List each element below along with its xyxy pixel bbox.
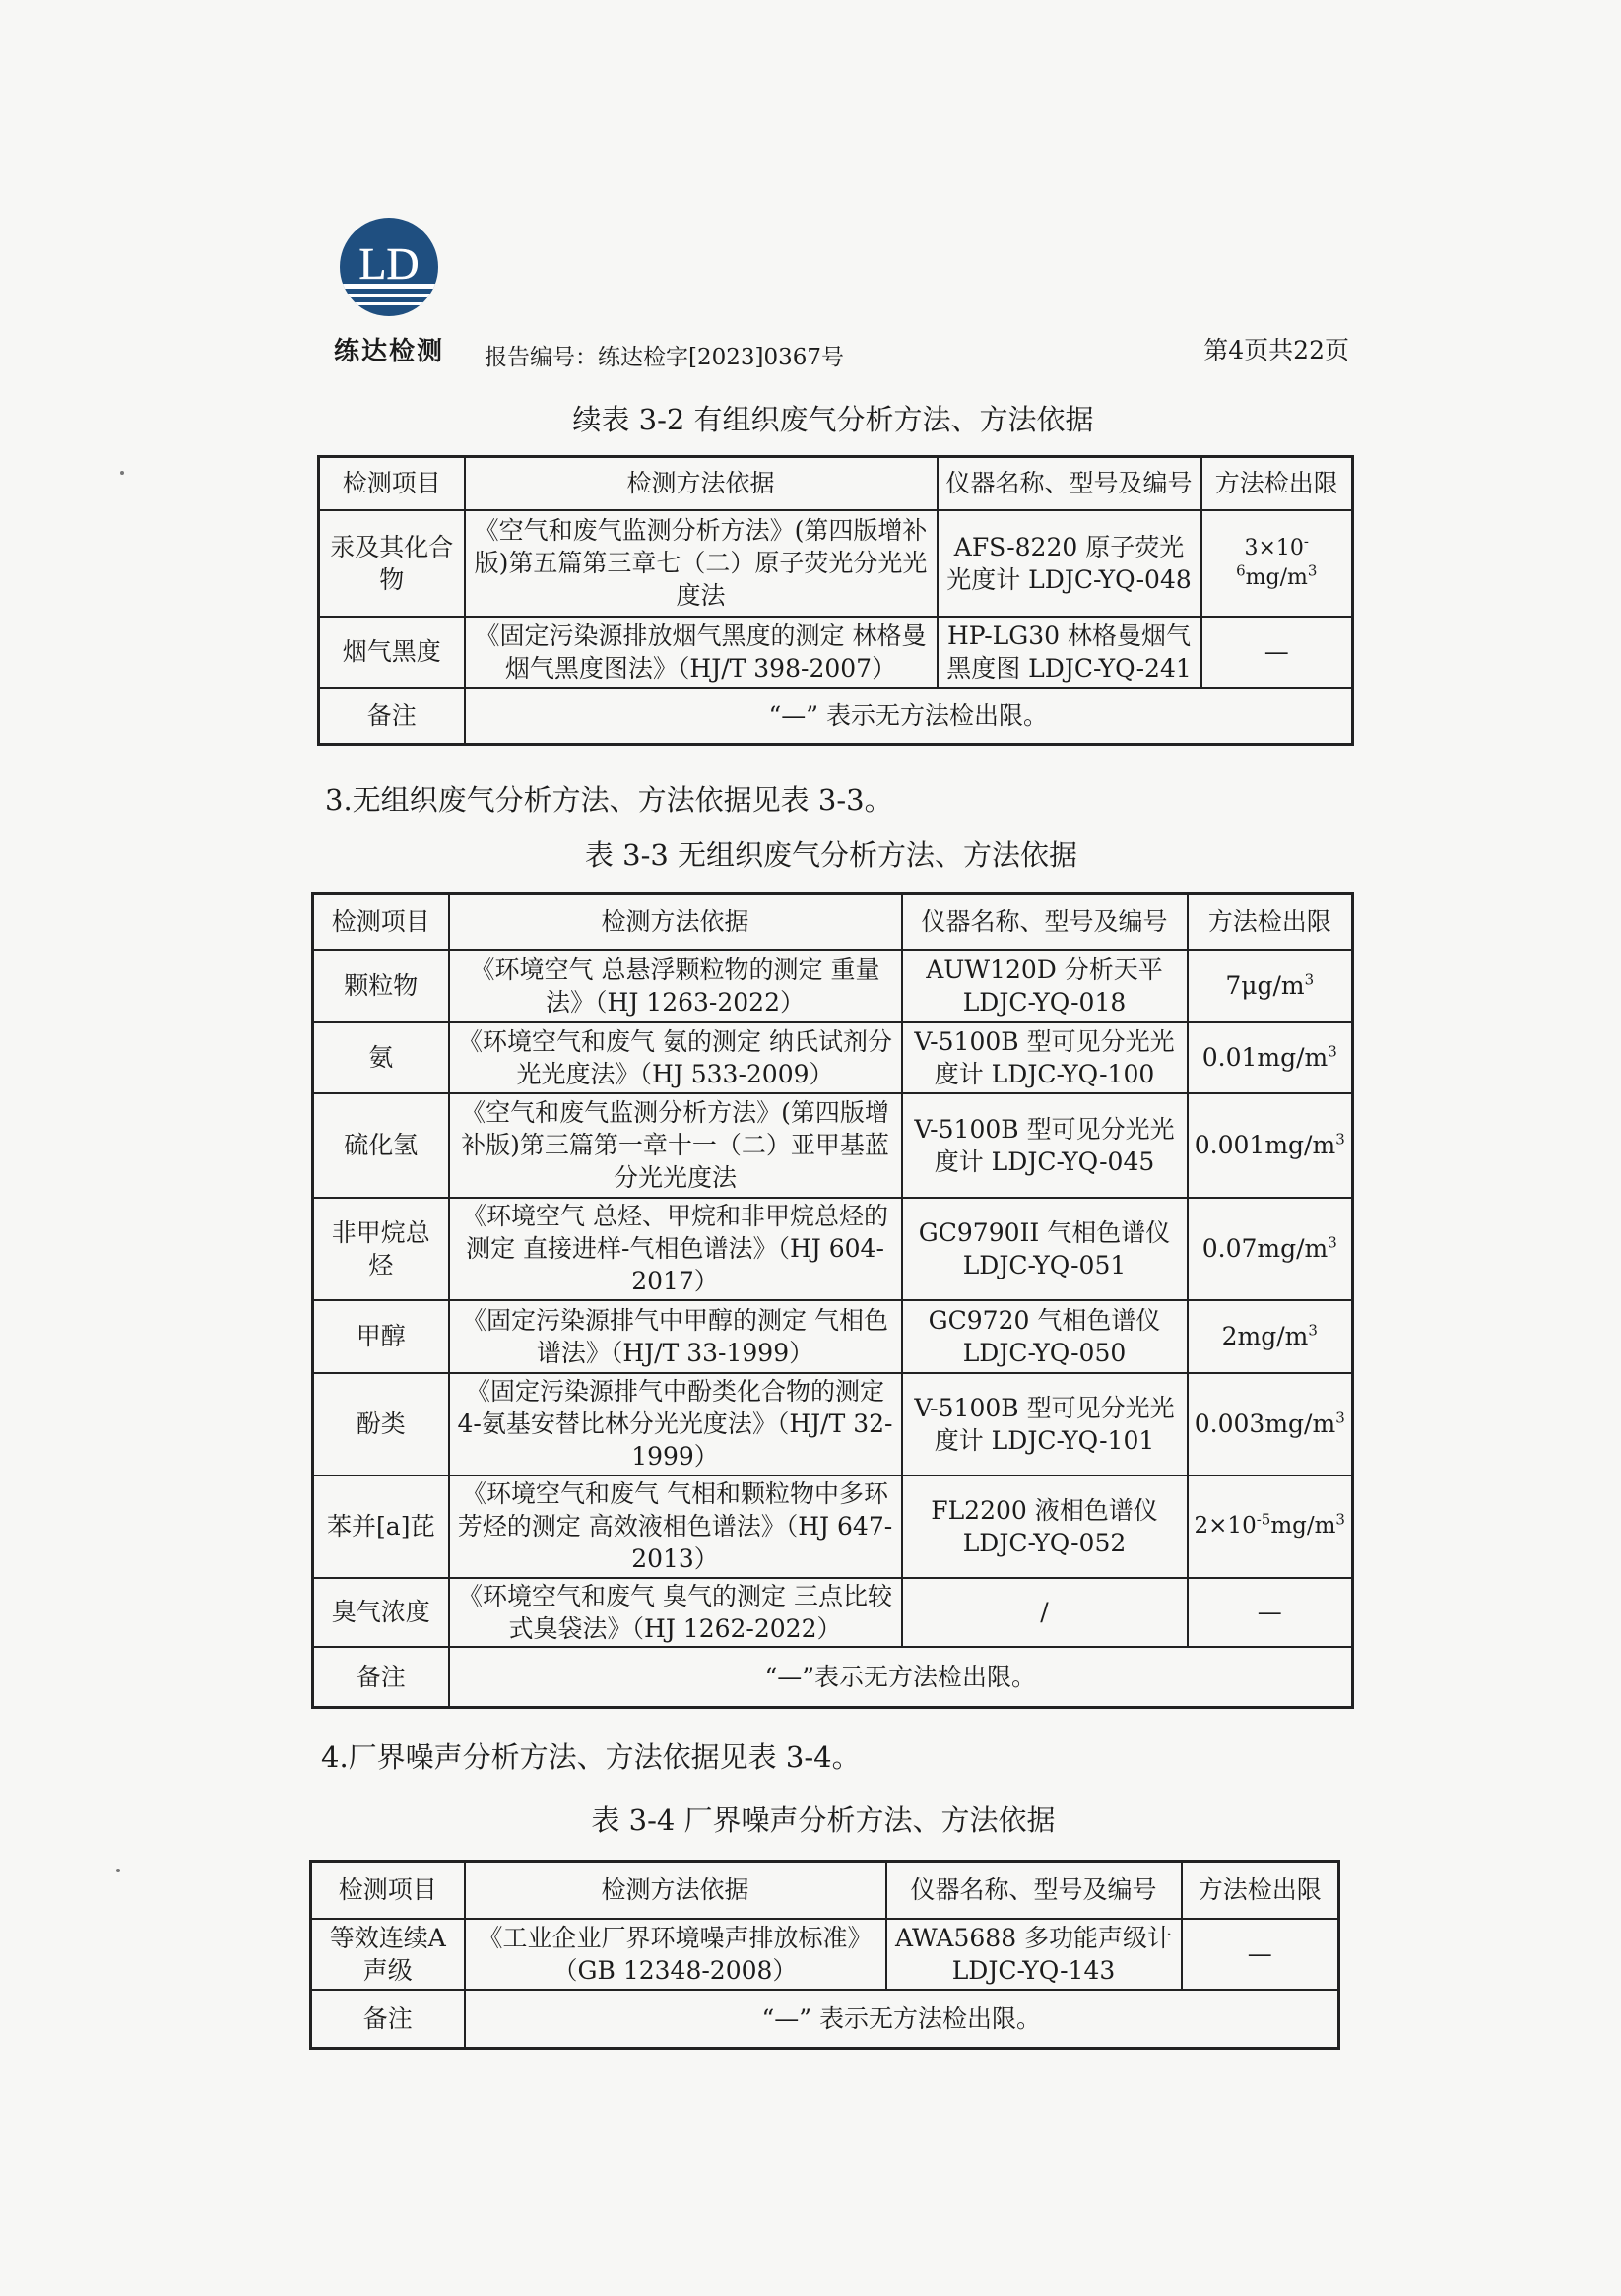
method-cell: 《固定污染源排放烟气黑度的测定 林格曼烟气黑度图法》（HJ/T 398-2007） bbox=[465, 617, 938, 688]
instrument-cell: HP-LG30 林格曼烟气黑度图 LDJC-YQ-241 bbox=[938, 617, 1201, 688]
method-cell: 《固定污染源排气中甲醇的测定 气相色谱法》（HJ/T 33-1999） bbox=[449, 1300, 902, 1373]
method-cell: 《环境空气 总烃、甲烷和非甲烷总烃的测定 直接进样-气相色谱法》（HJ 604-2017） bbox=[449, 1198, 902, 1300]
item-cell: 汞及其化合物 bbox=[319, 510, 465, 617]
limit-cell bbox=[1188, 950, 1353, 1022]
table-row bbox=[313, 1093, 1353, 1198]
limit-cell: — bbox=[1188, 1578, 1353, 1647]
note-row bbox=[311, 1990, 1339, 2049]
limit-unit: mg/m bbox=[1245, 564, 1308, 590]
table-3-3-caption: 表 3-3 无组织废气分析方法、方法依据 bbox=[584, 838, 1078, 872]
limit-cell bbox=[1188, 1022, 1353, 1093]
limit-cell bbox=[1188, 1300, 1353, 1373]
item-cell: 等效连续A声级 bbox=[311, 1919, 465, 1990]
item-cell: 臭气浓度 bbox=[313, 1578, 449, 1647]
method-cell: 《环境空气和废气 臭气的测定 三点比较式臭袋法》（HJ 1262-2022） bbox=[449, 1578, 902, 1647]
limit-base: 0.07mg/m bbox=[1201, 1234, 1329, 1263]
limit-exp: -6 bbox=[1236, 533, 1309, 580]
instrument-cell: GC9720 气相色谱仪 LDJC-YQ-050 bbox=[902, 1300, 1188, 1373]
table-3-2-caption: 续表 3-2 有组织废气分析方法、方法依据 bbox=[572, 403, 1094, 436]
item-cell: 烟气黑度 bbox=[319, 617, 465, 688]
limit-cell bbox=[1201, 510, 1353, 617]
report-number: 报告编号：练达检字[2023]0367号 bbox=[485, 345, 845, 370]
table-row bbox=[313, 1476, 1353, 1578]
item-cell: 非甲烷总烃 bbox=[313, 1198, 449, 1300]
table-header-row bbox=[313, 894, 1353, 950]
limit-exp: -5 bbox=[1256, 1510, 1271, 1529]
note-row bbox=[313, 1647, 1353, 1708]
limit-cell bbox=[1188, 1476, 1353, 1578]
limit-tail: mg/m bbox=[1270, 1513, 1336, 1540]
method-cell: 《工业企业厂界环境噪声排放标准》（GB 12348-2008） bbox=[465, 1919, 886, 1990]
table-row bbox=[311, 1919, 1339, 1990]
limit-cell bbox=[1188, 1373, 1353, 1476]
instrument-cell: V-5100B 型可见分光光度计 LDJC-YQ-101 bbox=[902, 1373, 1188, 1476]
method-cell: 《固定污染源排气中酚类化合物的测定 4-氨基安替比林分光光度法》（HJ/T 32-1999） bbox=[449, 1373, 902, 1476]
note-text: “—” 表示无方法检出限。 bbox=[465, 1990, 1339, 2049]
page-number: 第4页共22页 bbox=[1203, 336, 1349, 364]
limit-base: 0.003mg/m bbox=[1194, 1410, 1336, 1438]
header-cell: 检测项目 bbox=[313, 894, 449, 950]
header-cell: 方法检出限 bbox=[1182, 1862, 1339, 1919]
table-row bbox=[313, 1198, 1353, 1300]
note-label: 备注 bbox=[313, 1647, 449, 1708]
limit-base: 3×10 bbox=[1244, 536, 1304, 561]
header-cell: 仪器名称、型号及编号 bbox=[902, 894, 1188, 950]
limit-exp: 3 bbox=[1335, 1130, 1345, 1148]
header-cell: 方法检出限 bbox=[1201, 457, 1353, 510]
table-row bbox=[313, 950, 1353, 1022]
method-cell: 《环境空气 总悬浮颗粒物的测定 重量法》（HJ 1263-2022） bbox=[449, 950, 902, 1022]
page-header bbox=[315, 215, 1349, 372]
logo-caption: 练达检测 bbox=[333, 337, 444, 366]
instrument-cell: AUW120D 分析天平 LDJC-YQ-018 bbox=[902, 950, 1188, 1022]
header-cell: 检测方法依据 bbox=[449, 894, 902, 950]
table-row bbox=[319, 510, 1353, 617]
instrument-cell: AWA5688 多功能声级计 LDJC-YQ-143 bbox=[886, 1919, 1182, 1990]
item-cell: 硫化氢 bbox=[313, 1093, 449, 1198]
limit-cell: — bbox=[1182, 1919, 1339, 1990]
limit-unit-exp: 3 bbox=[1307, 561, 1318, 580]
method-cell: 《空气和废气监测分析方法》(第四版增补版)第三篇第一章十一（二）亚甲基蓝分光光度法 bbox=[449, 1093, 902, 1198]
ld-logo-icon bbox=[337, 215, 441, 319]
company-logo bbox=[315, 215, 463, 372]
scan-speck bbox=[120, 471, 124, 475]
table-3-2 bbox=[317, 455, 1354, 746]
note-label: 备注 bbox=[311, 1990, 465, 2049]
method-cell: 《环境空气和废气 气相和颗粒物中多环芳烃的测定 高效液相色谱法》（HJ 647-2013） bbox=[449, 1476, 902, 1578]
item-cell: 颗粒物 bbox=[313, 950, 449, 1022]
limit-exp: 3 bbox=[1328, 1042, 1337, 1061]
limit-base: 2mg/m bbox=[1221, 1322, 1309, 1350]
limit-base: 7μg/m bbox=[1225, 971, 1305, 1000]
table-3-4 bbox=[309, 1860, 1340, 2050]
table-3-3 bbox=[311, 892, 1354, 1709]
limit-cell bbox=[1188, 1093, 1353, 1198]
header-cell: 方法检出限 bbox=[1188, 894, 1353, 950]
instrument-cell: V-5100B 型可见分光光度计 LDJC-YQ-045 bbox=[902, 1093, 1188, 1198]
note-row bbox=[319, 688, 1353, 745]
limit-cell bbox=[1188, 1198, 1353, 1300]
limit-base: 0.01mg/m bbox=[1201, 1043, 1329, 1072]
section-3-heading: 3.无组织废气分析方法、方法依据见表 3-3。 bbox=[325, 783, 893, 817]
section-4-heading: 4.厂界噪声分析方法、方法依据见表 3-4。 bbox=[321, 1740, 861, 1774]
header-cell: 仪器名称、型号及编号 bbox=[886, 1862, 1182, 1919]
limit-base: 0.001mg/m bbox=[1194, 1131, 1336, 1159]
method-cell: 《空气和废气监测分析方法》(第四版增补版)第五篇第三章七（二）原子荧光分光光度法 bbox=[465, 510, 938, 617]
instrument-cell: FL2200 液相色谱仪 LDJC-YQ-052 bbox=[902, 1476, 1188, 1578]
table-row bbox=[319, 617, 1353, 688]
item-cell: 氨 bbox=[313, 1022, 449, 1093]
item-cell: 酚类 bbox=[313, 1373, 449, 1476]
instrument-cell: / bbox=[902, 1578, 1188, 1647]
table-header-row bbox=[319, 457, 1353, 510]
instrument-cell: AFS-8220 原子荧光光度计 LDJC-YQ-048 bbox=[938, 510, 1201, 617]
header-cell: 检测项目 bbox=[319, 457, 465, 510]
instrument-cell: GC9790II 气相色谱仪 LDJC-YQ-051 bbox=[902, 1198, 1188, 1300]
method-cell: 《环境空气和废气 氨的测定 纳氏试剂分光光度法》（HJ 533-2009） bbox=[449, 1022, 902, 1093]
limit-base: 2×10 bbox=[1194, 1513, 1257, 1540]
limit-tail-exp: 3 bbox=[1335, 1510, 1345, 1529]
table-header-row bbox=[311, 1862, 1339, 1919]
limit-cell: — bbox=[1201, 617, 1353, 688]
limit-exp: 3 bbox=[1328, 1233, 1337, 1252]
header-cell: 检测方法依据 bbox=[465, 457, 938, 510]
limit-exp: 3 bbox=[1335, 1409, 1345, 1427]
table-row bbox=[313, 1578, 1353, 1647]
note-label: 备注 bbox=[319, 688, 465, 745]
scan-speck bbox=[116, 1869, 120, 1872]
note-text: “—”表示无方法检出限。 bbox=[449, 1647, 1353, 1708]
item-cell: 甲醇 bbox=[313, 1300, 449, 1373]
limit-exp: 3 bbox=[1308, 1321, 1318, 1340]
logo-letters: LD bbox=[358, 238, 420, 289]
header-cell: 仪器名称、型号及编号 bbox=[938, 457, 1201, 510]
instrument-cell: V-5100B 型可见分光光度计 LDJC-YQ-100 bbox=[902, 1022, 1188, 1093]
table-row bbox=[313, 1022, 1353, 1093]
note-text: “—” 表示无方法检出限。 bbox=[465, 688, 1353, 745]
table-row bbox=[313, 1300, 1353, 1373]
table-row bbox=[313, 1373, 1353, 1476]
table-3-4-caption: 表 3-4 厂界噪声分析方法、方法依据 bbox=[591, 1804, 1056, 1837]
header-cell: 检测方法依据 bbox=[465, 1862, 886, 1919]
header-cell: 检测项目 bbox=[311, 1862, 465, 1919]
item-cell: 苯并[a]芘 bbox=[313, 1476, 449, 1578]
limit-exp: 3 bbox=[1304, 970, 1315, 989]
